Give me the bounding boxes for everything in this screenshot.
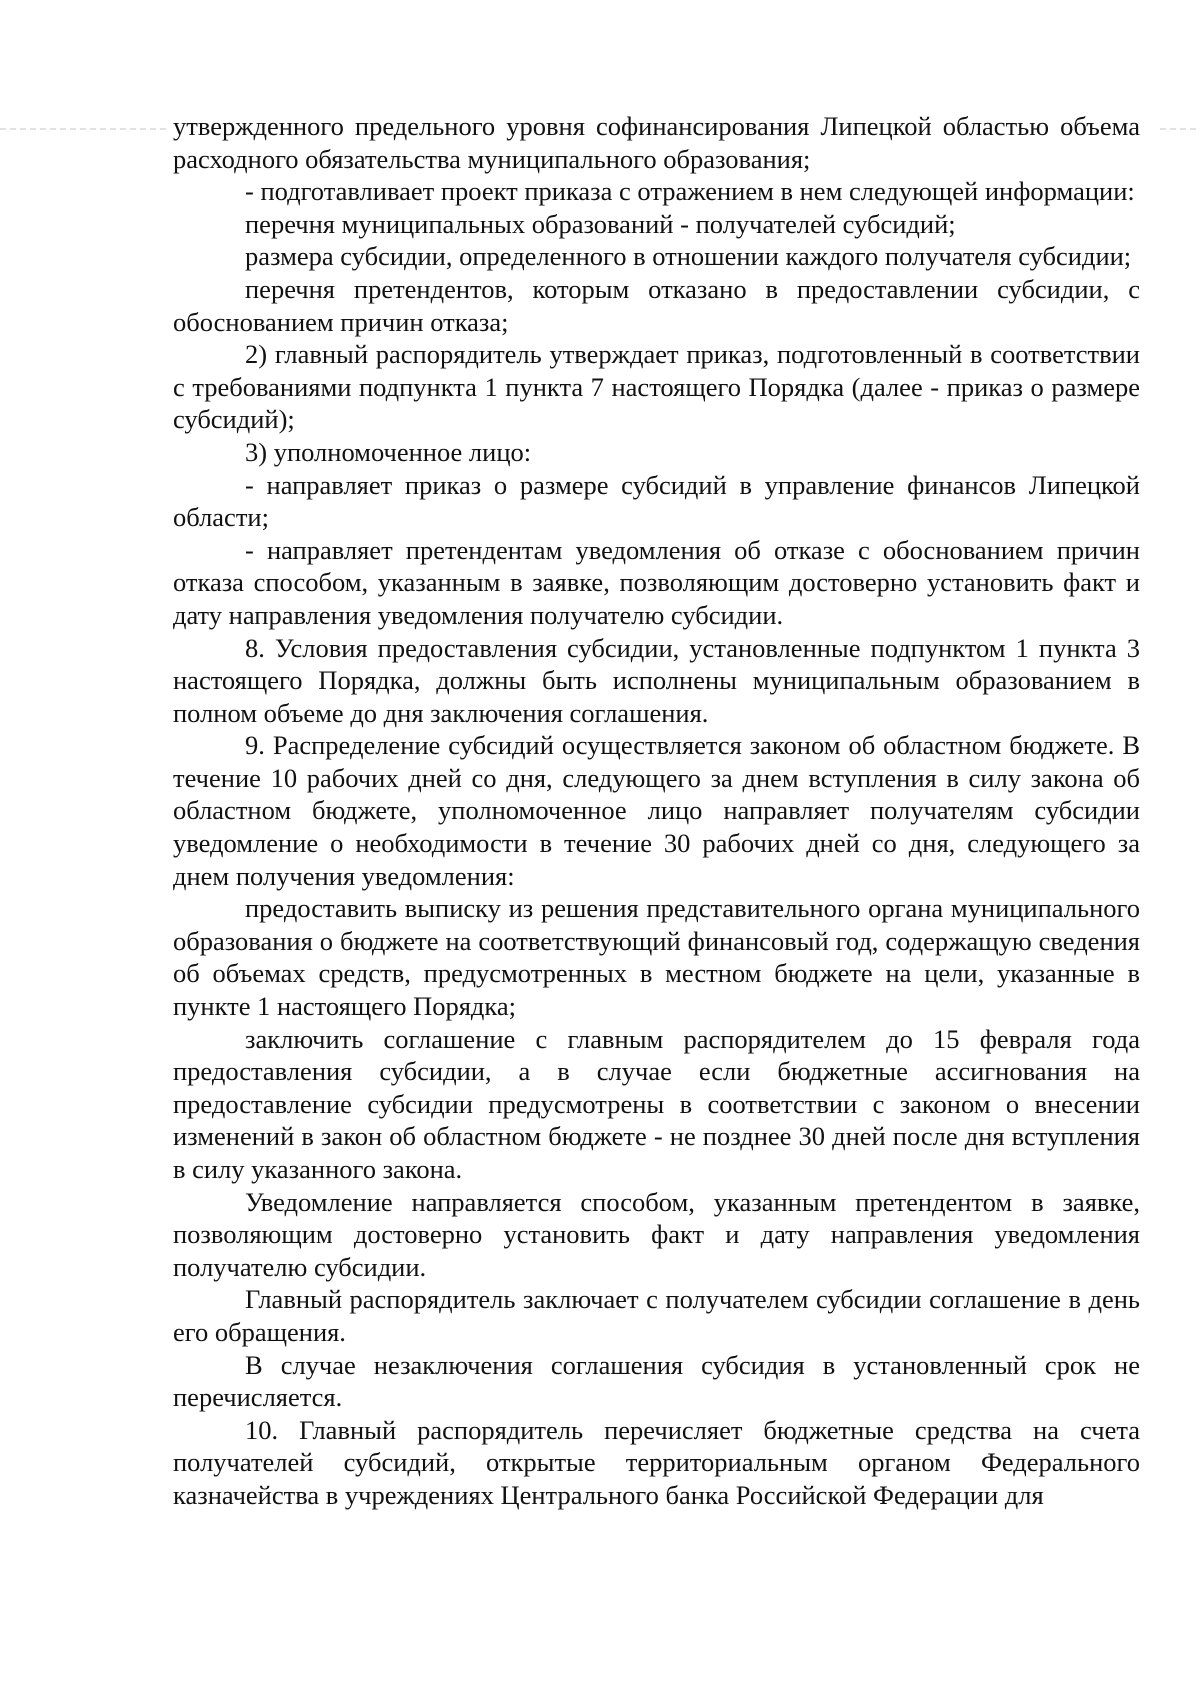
paragraph-send-order: - направляет приказ о размере субсидий в управление финансов Липецкой области; — [173, 469, 1140, 533]
paragraph-prepare-order: - подготавливает проект приказа с отражением в нем следующей информации: — [245, 176, 1135, 207]
paragraph-subsidy-size: размера субсидии, определенного в отношении каждого получателя субсидии; — [245, 241, 1132, 272]
paragraph-list-municipalities: перечня муниципальных образований - получателей субсидий; — [245, 208, 956, 239]
paragraph-non-conclusion: В случае незаключения соглашения субсидия в установленный срок не перечисляется. — [173, 1349, 1140, 1413]
paragraph-item-10: 10. Главный распорядитель перечисляет бюджетные средства на счета получателей субсидий, открытые территориальным органом Федерального казначейства в учреждениях Центрального банка Российской Федерации для — [173, 1414, 1140, 1510]
paragraph-continuation: утвержденного предельного уровня софинансирования Липецкой областью объема расходного обязательства муниципального образования; — [173, 111, 1140, 174]
paragraph-send-refusals: - направляет претендентам уведомления об отказе с обоснованием причин отказа способом, указанным в заявке, позволяющим достоверно установить факт и дату направления уведомления получателю субсидии. — [173, 534, 1140, 630]
paragraph-item-9: 9. Распределение субсидий осуществляется законом об областном бюджете. В течение 10 рабочих дней со дня, следующего за днем вступления в силу закона об областном бюджете, уполномоченное лицо направляет получателям субсидии уведомление о необходимости в течение 30 рабочих дней со дня, следующего за днем получения уведомления: — [173, 730, 1140, 891]
paragraph-notification-method: Уведомление направляется способом, указанным претендентом в заявке, позволяющим достоверно установить факт и дату направления уведомления получателю субсидии. — [173, 1186, 1140, 1282]
paragraph-approve-order: 2) главный распорядитель утверждает приказ, подготовленный в соответствии с требованиями подпункта 1 пункта 7 настоящего Порядка (далее - приказ о размере субсидий); — [173, 339, 1140, 435]
paragraph-conclude-agreement: заключить соглашение с главным распорядителем до 15 февраля года предоставления субсидии, а в случае если бюджетные ассигнования на предоставление субсидии предусмотрены в соответствии с законом о внесении изменений в закон об областном бюджете - не позднее 30 дней после дня вступления в силу указанного закона. — [173, 1023, 1140, 1184]
document-body — [173, 110, 1140, 1512]
paragraph-authorized-person: 3) уполномоченное лицо: — [245, 436, 532, 467]
paragraph-refused-applicants: перечня претендентов, которым отказано в предоставлении субсидии, с обоснованием причин отказа; — [173, 273, 1140, 337]
paragraph-agreement-day: Главный распорядитель заключает с получателем субсидии соглашение в день его обращения. — [173, 1284, 1140, 1347]
paragraph-item-8: 8. Условия предоставления субсидии, установленные подпунктом 1 пункта 3 настоящего Порядка, должны быть исполнены муниципальным образованием в полном объеме до дня заключения соглашения. — [173, 632, 1140, 728]
scan-artifact — [0, 128, 170, 130]
scan-artifact — [1160, 128, 1200, 130]
paragraph-provide-extract: предоставить выписку из решения представительного органа муниципального образования о бюджете на соответствующий финансовый год, содержащую сведения об объемах средств, предусмотренных в местном бюджете на цели, указанные в пункте 1 настоящего Порядка; — [173, 893, 1140, 1022]
